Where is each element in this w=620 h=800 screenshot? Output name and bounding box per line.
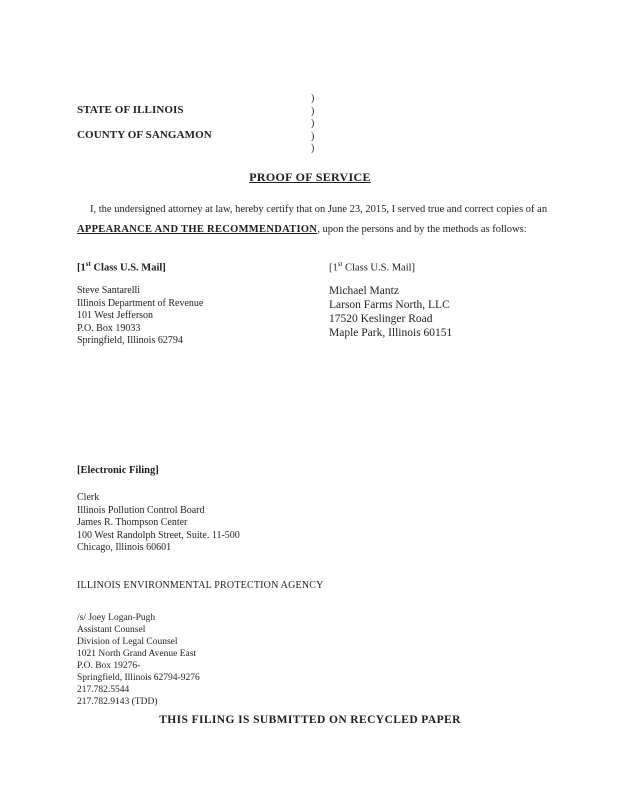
- signature-line: Division of Legal Counsel: [77, 637, 178, 647]
- address-line: P.O. Box 19033: [77, 322, 141, 334]
- signature-line: 217.782.9143 (TDD): [77, 697, 158, 707]
- bracket: ): [311, 93, 315, 104]
- caption-county: COUNTY OF SANGAMON: [77, 129, 212, 141]
- address-line: Illinois Department of Revenue: [77, 297, 204, 309]
- caption-state: STATE OF ILLINOIS: [77, 104, 184, 116]
- service-method-electronic: [Electronic Filing]: [77, 465, 159, 476]
- recipient-address-clerk: [77, 492, 240, 555]
- page-title: PROOF OF SERVICE: [249, 170, 371, 184]
- bracket: ): [311, 105, 315, 117]
- recipient-address-santarelli: [77, 285, 203, 348]
- service-method-mail-2: [1st Class U.S. Mail]: [329, 260, 416, 274]
- signature-block: [77, 612, 200, 708]
- address-line: Michael Mantz: [329, 285, 399, 297]
- signature-line: 1021 North Grand Avenue East: [77, 649, 197, 659]
- signature-line: Springfield, Illinois 62794-9276: [77, 673, 200, 683]
- address-line: Illinois Pollution Control Board: [77, 504, 205, 516]
- served-document-title: APPEARANCE AND THE RECOMMENDATION: [77, 224, 318, 235]
- address-line: 100 West Randolph Street, Suite. 11-500: [77, 529, 240, 541]
- certification-text-before: I, the undersigned attorney at law, hereby certify that on June 23, 2015, I served true and correct copies of an: [90, 204, 548, 215]
- address-line: Chicago, Illinois 60601: [77, 542, 172, 553]
- signature-line: P.O. Box 19276-: [77, 661, 141, 671]
- bracket: ): [311, 143, 315, 154]
- certification-paragraph: [77, 200, 557, 240]
- address-line: 101 West Jefferson: [77, 310, 154, 321]
- caption-brackets: [311, 93, 314, 156]
- bracket: ): [311, 118, 315, 129]
- address-line: Maple Park, Illinois 60151: [329, 327, 453, 339]
- address-line: Clerk: [77, 492, 100, 503]
- recycled-paper-notice: THIS FILING IS SUBMITTED ON RECYCLED PAPER: [159, 714, 461, 726]
- signature-line: 217.782.5544: [77, 685, 130, 695]
- agency-name: ILLINOIS ENVIRONMENTAL PROTECTION AGENCY: [77, 580, 324, 591]
- address-line: Steve Santarelli: [77, 285, 141, 296]
- address-line: Springfield, Illinois 62794: [77, 335, 183, 346]
- signature-line: Assistant Counsel: [77, 625, 146, 635]
- bracket: ): [311, 130, 315, 142]
- signature-line: /s/ Joey Logan-Pugh: [77, 613, 156, 623]
- address-line: James R. Thompson Center: [77, 517, 188, 528]
- certification-text-after: , upon the persons and by the methods as follows:: [317, 224, 527, 235]
- address-line: Larson Farms North, LLC: [329, 299, 450, 311]
- service-method-mail-1: [1st Class U.S. Mail]: [77, 260, 166, 274]
- address-line: 17520 Keslinger Road: [329, 313, 433, 325]
- recipient-address-mantz: [329, 284, 452, 340]
